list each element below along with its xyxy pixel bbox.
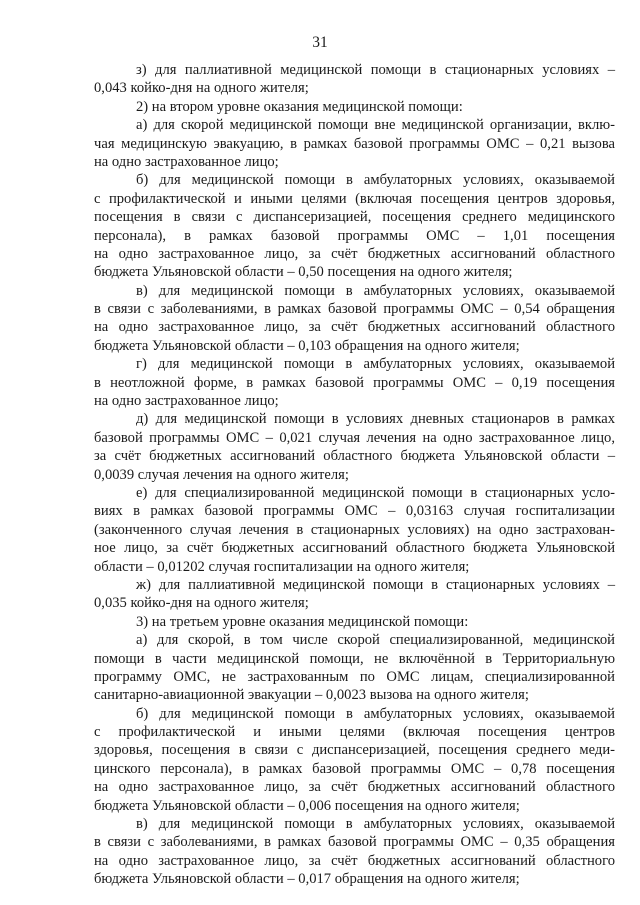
text-line: помощи в части медицинской помощи, не включённой в Территориальную xyxy=(94,650,615,667)
text-line: в) для медицинской помощи в амбулаторных условиях, оказываемой xyxy=(136,816,615,833)
text-line: в связи с заболеваниями, в рамках базовой программы ОМС – 0,35 обращения xyxy=(94,834,615,851)
text-line: виях в рамках базовой программы ОМС – 0,03163 случая госпитализации xyxy=(94,503,615,520)
text-line: ное лицо, за счёт бюджетных ассигнований областного бюджета Ульяновской xyxy=(94,540,615,557)
text-line: за счёт бюджетных ассигнований областного бюджета Ульяновской области – xyxy=(94,448,615,465)
text-line: з) для паллиативной медицинской помощи в стационарных условиях – xyxy=(136,62,615,78)
text-line: (законченного случая лечения в стационарных условиях) на одно застрахован- xyxy=(94,521,615,538)
text-line: цинского персонала), в рамках базовой программы ОМС – 0,78 посещения xyxy=(94,760,615,777)
text-line: с профилактической и иными целями (включая посещения центров xyxy=(94,724,615,741)
text-line: бюджета Ульяновской области – 0,017 обращения на одного жителя; xyxy=(94,871,520,888)
text-line: области – 0,01202 случая госпитализации на одного жителя; xyxy=(94,558,470,575)
text-line: в неотложной форме, в рамках базовой программы ОМС – 0,19 посещения xyxy=(94,374,615,391)
text-line: на одно застрахованное лицо, за счёт бюджетных ассигнований областного xyxy=(94,319,615,336)
text-line: а) для скорой, в том числе скорой специализированной, медицинской xyxy=(136,632,615,649)
text-line: с профилактической и иными целями (включая посещения центров здоровья, xyxy=(94,190,615,207)
text-line: 0,035 койко-дня на одного жителя; xyxy=(94,595,309,612)
text-line: на одно застрахованное лицо, за счёт бюджетных ассигнований областного xyxy=(94,779,615,796)
text-line: ж) для паллиативной медицинской помощи в стационарных условиях – xyxy=(136,576,615,593)
text-line: на одно застрахованное лицо, за счёт бюджетных ассигнований областного xyxy=(94,852,615,869)
text-line: бюджета Ульяновской области – 0,006 посещения на одного жителя; xyxy=(94,797,520,814)
text-line: персонала), в рамках базовой программы ОМС – 1,01 посещения xyxy=(94,227,615,244)
text-line: е) для специализированной медицинской помощи в стационарных усло- xyxy=(136,484,615,501)
text-line: 0,0039 случая лечения на одного жителя; xyxy=(94,466,349,483)
text-line: 0,043 койко-дня на одного жителя; xyxy=(94,80,309,97)
text-line: бюджета Ульяновской области – 0,50 посещения на одного жителя; xyxy=(94,264,513,281)
text-line: здоровья, посещения в связи с диспансеризацией, посещения среднего меди- xyxy=(94,742,615,759)
text-line: базовой программы ОМС – 0,021 случая лечения на одно застрахованное лицо, xyxy=(94,429,615,446)
text-line: 2) на втором уровне оказания медицинской помощи: xyxy=(136,98,463,115)
text-line: б) для медицинской помощи в амбулаторных условиях, оказываемой xyxy=(136,705,615,722)
text-line: на одно застрахованное лицо, за счёт бюджетных ассигнований областного xyxy=(94,245,615,262)
document-body xyxy=(94,61,615,889)
text-line: 3) на третьем уровне оказания медицинской помощи: xyxy=(136,613,469,630)
text-line: г) для медицинской помощи в амбулаторных условиях, оказываемой xyxy=(136,356,615,373)
text-line: программу ОМС, не застрахованным по ОМС лицам, специализированной xyxy=(94,668,615,685)
text-line: на одно застрахованное лицо; xyxy=(94,153,279,170)
text-line: а) для скорой медицинской помощи вне медицинской организации, вклю- xyxy=(136,117,615,134)
text-line: д) для медицинской помощи в условиях дневных стационаров в рамках xyxy=(136,411,615,428)
text-line: санитарно-авиационной эвакуации – 0,0023 вызова на одного жителя; xyxy=(94,687,529,704)
text-line: в связи с заболеваниями, в рамках базовой программы ОМС – 0,54 обращения xyxy=(94,301,615,318)
text-line: чая медицинскую эвакуацию, в рамках базовой программы ОМС – 0,21 вызова xyxy=(94,135,615,152)
text-line: на одно застрахованное лицо; xyxy=(94,393,279,410)
text-line: б) для медицинской помощи в амбулаторных условиях, оказываемой xyxy=(136,172,615,189)
text-line: посещения в связи с диспансеризацией, посещения среднего медицинского xyxy=(94,209,615,226)
text-line: бюджета Ульяновской области – 0,103 обращения на одного жителя; xyxy=(94,337,520,354)
page-number: 31 xyxy=(312,34,328,51)
text-line: в) для медицинской помощи в амбулаторных условиях, оказываемой xyxy=(136,282,615,299)
